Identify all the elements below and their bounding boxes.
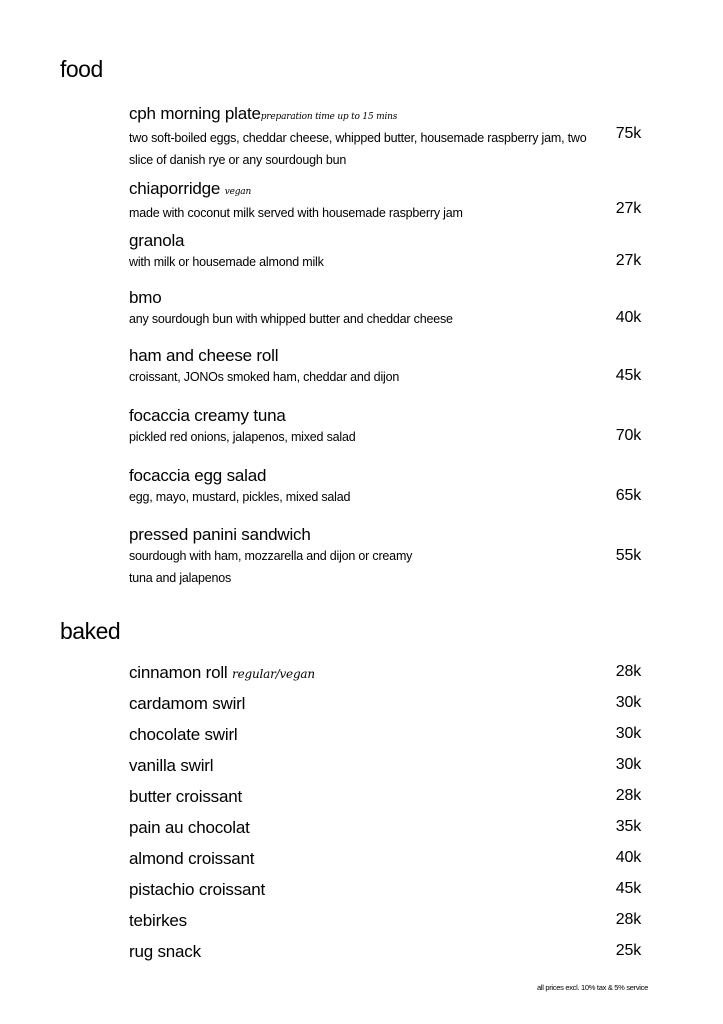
item-price: 45k — [615, 367, 641, 384]
item-name: pressed panini sandwich — [129, 525, 311, 544]
item-name: cardamom swirl — [129, 694, 246, 713]
item-description: with milk or housemade almond milk — [129, 255, 324, 269]
section-title-baked: baked — [60, 618, 121, 644]
item-name: cph morning plate — [129, 104, 261, 123]
menu-item — [129, 787, 641, 807]
item-note: preparation time up to 15 mins — [260, 112, 398, 122]
item-price: 28k — [615, 663, 641, 680]
item-description: made with coconut milk served with housemade raspberry jam — [129, 206, 463, 220]
item-description: pickled red onions, jalapenos, mixed salad — [129, 430, 356, 444]
menu-item — [129, 346, 641, 388]
item-name: pain au chocolat — [129, 818, 250, 837]
item-name: cinnamon roll — [129, 663, 228, 682]
item-name: chocolate swirl — [129, 725, 238, 744]
menu-item — [129, 911, 641, 931]
item-price: 55k — [615, 547, 641, 564]
menu-item — [129, 880, 641, 900]
item-description: sourdough with ham, mozzarella and dijon or creamy tuna and jalapenos — [129, 549, 413, 585]
item-name: chiaporridge — [129, 179, 221, 198]
item-name: almond croissant — [129, 849, 255, 868]
item-price: 30k — [615, 756, 641, 773]
menu-item — [129, 406, 641, 448]
menu-item — [129, 694, 641, 714]
item-price: 30k — [615, 725, 641, 742]
menu-item — [129, 104, 641, 171]
menu-item — [129, 179, 641, 224]
menu-item — [129, 818, 641, 838]
item-description: any sourdough bun with whipped butter and cheddar cheese — [129, 312, 453, 326]
item-description: croissant, JONOs smoked ham, cheddar and dijon — [129, 370, 400, 384]
price-footnote: all prices excl. 10% tax & 5% service — [536, 983, 648, 992]
item-name: pistachio croissant — [129, 880, 266, 899]
item-name: rug snack — [129, 942, 201, 961]
item-name: focaccia creamy tuna — [129, 406, 286, 425]
item-price: 70k — [615, 427, 641, 444]
menu-item — [129, 525, 641, 589]
item-price: 27k — [615, 200, 641, 217]
menu-item — [129, 849, 641, 869]
item-name: focaccia egg salad — [129, 466, 267, 485]
item-price: 27k — [615, 252, 641, 269]
item-note: regular/vegan — [232, 667, 315, 681]
item-name: butter croissant — [129, 787, 243, 806]
item-price: 40k — [615, 309, 641, 326]
menu-item — [129, 231, 641, 273]
item-name: tebirkes — [129, 911, 187, 930]
menu-item — [129, 288, 641, 330]
menu-item — [129, 756, 641, 776]
item-price: 28k — [615, 787, 641, 804]
section-title-food: food — [60, 56, 103, 82]
menu-item — [129, 942, 641, 962]
item-price: 45k — [615, 880, 641, 897]
menu-item — [129, 466, 641, 508]
item-price: 30k — [615, 694, 641, 711]
menu-item — [129, 725, 641, 745]
item-name: granola — [129, 231, 185, 250]
item-name: ham and cheese roll — [129, 346, 279, 365]
item-name: bmo — [129, 288, 162, 307]
item-name: vanilla swirl — [129, 756, 214, 775]
item-note: vegan — [224, 187, 252, 197]
menu-item — [129, 663, 641, 684]
item-price: 25k — [615, 942, 641, 959]
item-description: two soft-boiled eggs, cheddar cheese, whipped butter, housemade raspberry jam, two slice of danish rye or any sourdough bun — [129, 131, 587, 167]
item-price: 35k — [615, 818, 641, 835]
item-price: 65k — [615, 487, 641, 504]
item-price: 75k — [615, 125, 641, 142]
item-price: 28k — [615, 911, 641, 928]
item-description: egg, mayo, mustard, pickles, mixed salad — [129, 490, 351, 504]
item-price: 40k — [615, 849, 641, 866]
